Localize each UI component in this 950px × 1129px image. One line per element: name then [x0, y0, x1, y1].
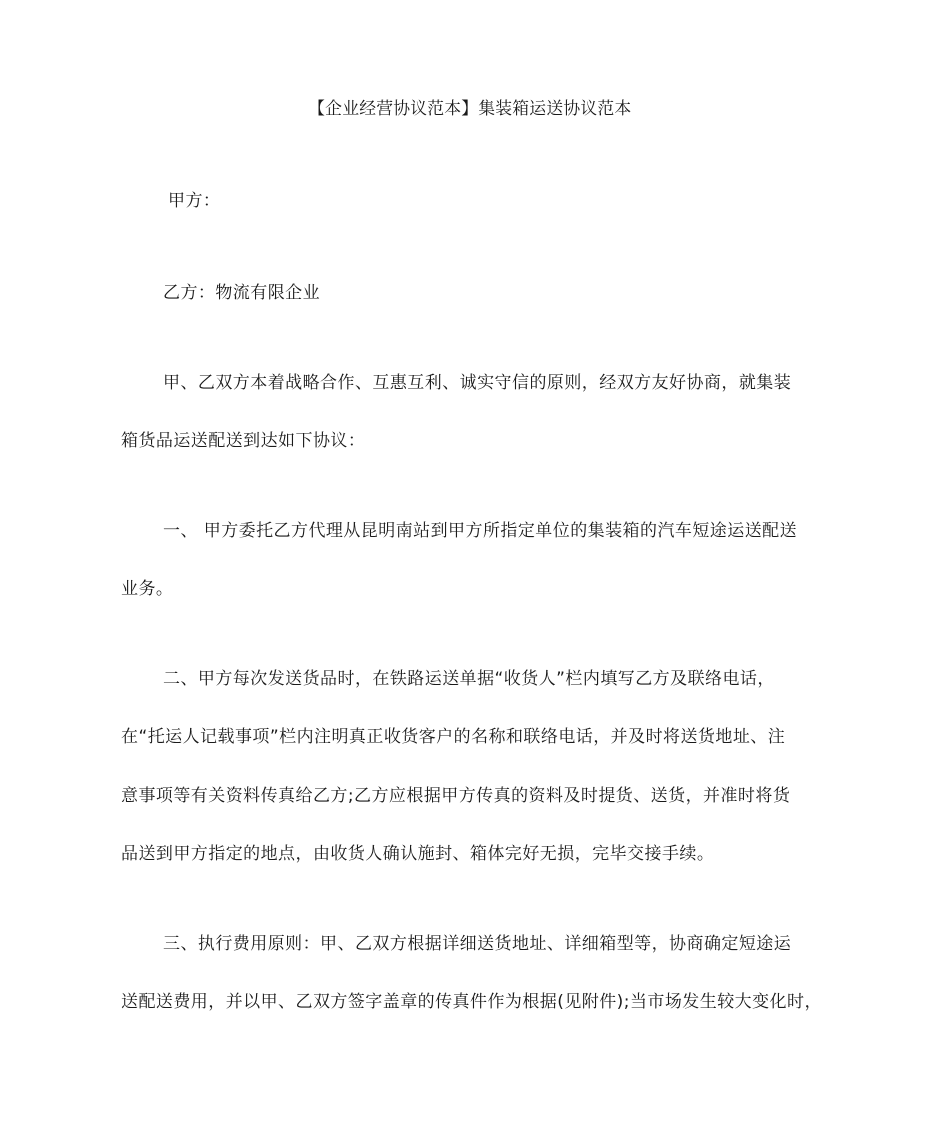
clause-2-line-2: 在“托运人记载事项”栏内注明真正收货客户的名称和联络电话，并及时将送货地址、注	[121, 727, 786, 747]
document-title: 【企业经营协议范本】集装箱运送协议范本	[308, 99, 632, 119]
clause-1-line-2: 业务。	[121, 579, 174, 599]
intro-line-2: 箱货品运送配送到达如下协议：	[121, 431, 366, 451]
clause-2-line-4: 品送到甲方指定的地点，由收货人确认施封、箱体完好无损，完毕交接手续。	[121, 844, 715, 864]
clause-1-line-1: 一、 甲方委托乙方代理从昆明南站到甲方所指定单位的集装箱的汽车短途运送配送	[163, 521, 798, 541]
clause-2-line-1: 二、甲方每次发送货品时，在铁路运送单据“收货人”栏内填写乙方及联络电话，	[163, 669, 775, 689]
clause-2-line-3: 意事项等有关资料传真给乙方;乙方应根据甲方传真的资料及时提货、送货，并准时将货	[121, 786, 791, 806]
clause-3-line-1: 三、执行费用原则：甲、乙双方根据详细送货地址、详细箱型等，协商确定短途运	[163, 934, 792, 954]
party-a-label: 甲方：	[168, 191, 221, 211]
clause-3-line-2: 送配送费用，并以甲、乙双方签字盖章的传真件作为根据(见附件);当市场发生较大变化时，	[121, 992, 822, 1012]
party-b-label: 乙方：物流有限企业	[163, 283, 321, 303]
intro-line-1: 甲、乙双方本着战略合作、互惠互利、诚实守信的原则，经双方友好协商，就集装	[163, 373, 792, 393]
